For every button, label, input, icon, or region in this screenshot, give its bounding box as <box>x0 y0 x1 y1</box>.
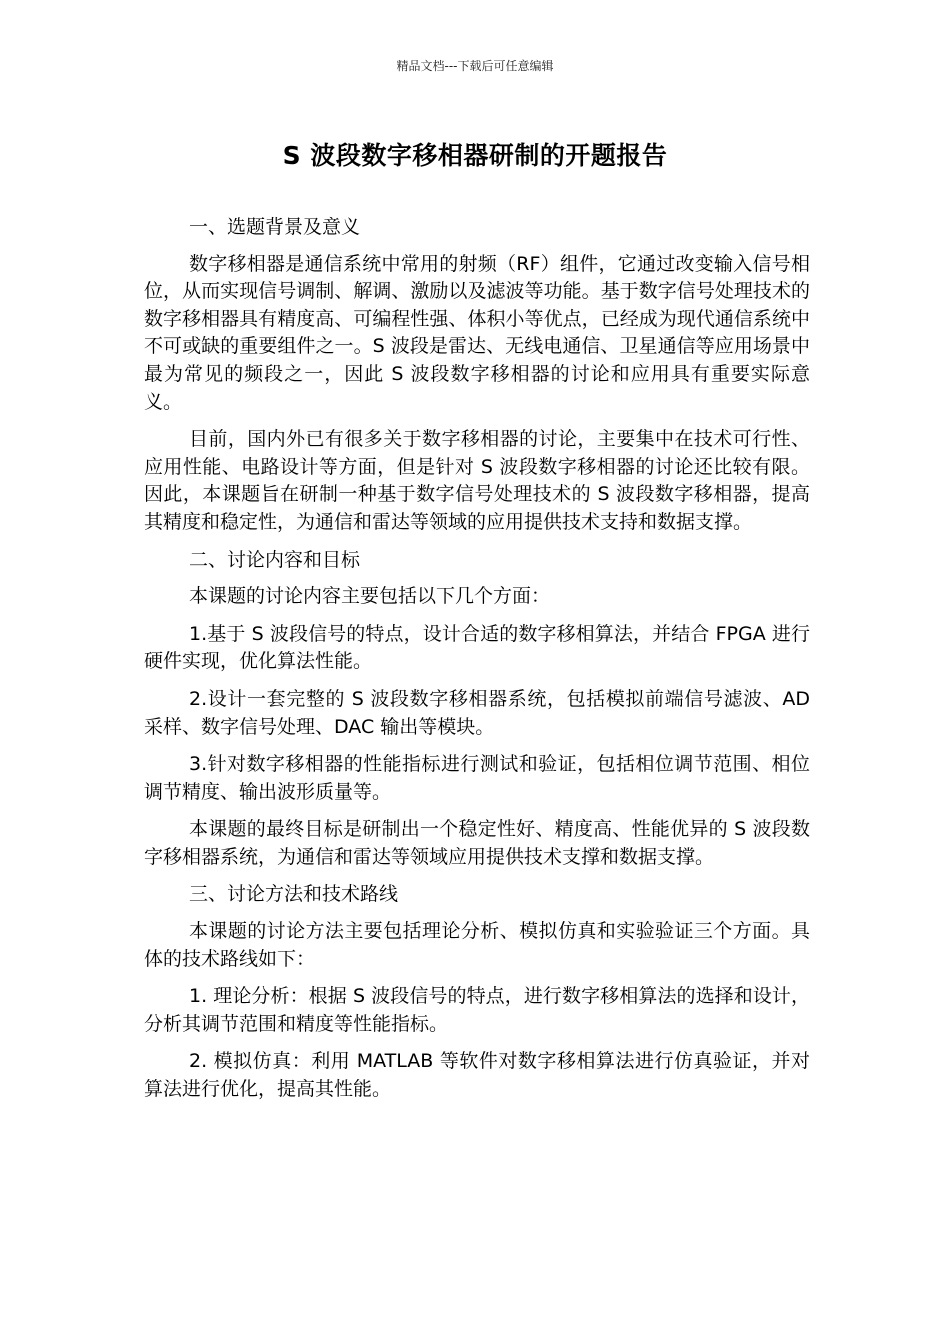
list-item-method-2: 2. 模拟仿真：利用 MATLAB 等软件对数字移相算法进行仿真验证，并对算法进行优化，提高其性能。 <box>144 1050 810 1101</box>
list-item-content-1: 1.基于 S 波段信号的特点，设计合适的数字移相算法，并结合 FPGA 进行硬件实现，优化算法性能。 <box>144 622 810 673</box>
section-heading-background: 一、选题背景及意义 <box>189 216 361 238</box>
paragraph-method-intro: 本课题的讨论方法主要包括理论分析、模拟仿真和实验验证三个方面。具体的技术路线如下： <box>144 920 810 970</box>
document-body <box>144 214 810 1114</box>
paragraph-goal: 本课题的最终目标是研制出一个稳定性好、精度高、性能优异的 S 波段数字移相器系统，为通信和雷达等领域应用提供技术支撑和数据支撑。 <box>144 818 810 868</box>
page-header: 精品文档---下载后可任意编辑 <box>396 59 554 73</box>
section-heading-method: 三、讨论方法和技术路线 <box>189 883 399 906</box>
paragraph-background-2: 目前，国内外已有很多关于数字移相器的讨论，主要集中在技术可行性、应用性能、电路设计等方面，但是针对 S 波段数字移相器的讨论还比较有限。因此，本课题旨在研制一种基于数字信号处理技术的 S 波段数字移相器，提高其精度和稳定性，为通信和雷达等领域的应用提供技术支持和数据支撑。 <box>144 428 810 533</box>
document-title: S 波段数字移相器研制的开题报告 <box>282 141 668 170</box>
section-heading-content: 二、讨论内容和目标 <box>189 548 361 571</box>
paragraph-background-1: 数字移相器是通信系统中常用的射频（RF）组件，它通过改变输入信号相位，从而实现信号调制、解调、激励以及滤波等功能。基于数字信号处理技术的数字移相器具有精度高、可编程性强、体积小等优点，已经成为现代通信系统中不可或缺的重要组件之一。S 波段是雷达、无线电通信、卫星通信等应用场景中最为常见的频段之一，因此 S 波段数字移相器的讨论和应用具有重要实际意义。 <box>144 252 810 413</box>
paragraph-content-intro: 本课题的讨论内容主要包括以下几个方面： <box>189 585 551 608</box>
list-item-method-1: 1. 理论分析：根据 S 波段信号的特点，进行数字移相算法的选择和设计，分析其调节范围和精度等性能指标。 <box>144 985 810 1035</box>
list-item-content-2: 2.设计一套完整的 S 波段数字移相器系统，包括模拟前端信号滤波、AD 采样、数字信号处理、DAC 输出等模块。 <box>144 687 810 738</box>
list-item-content-3: 3.针对数字移相器的性能指标进行测试和验证，包括相位调节范围、相位调节精度、输出波形质量等。 <box>144 753 810 803</box>
